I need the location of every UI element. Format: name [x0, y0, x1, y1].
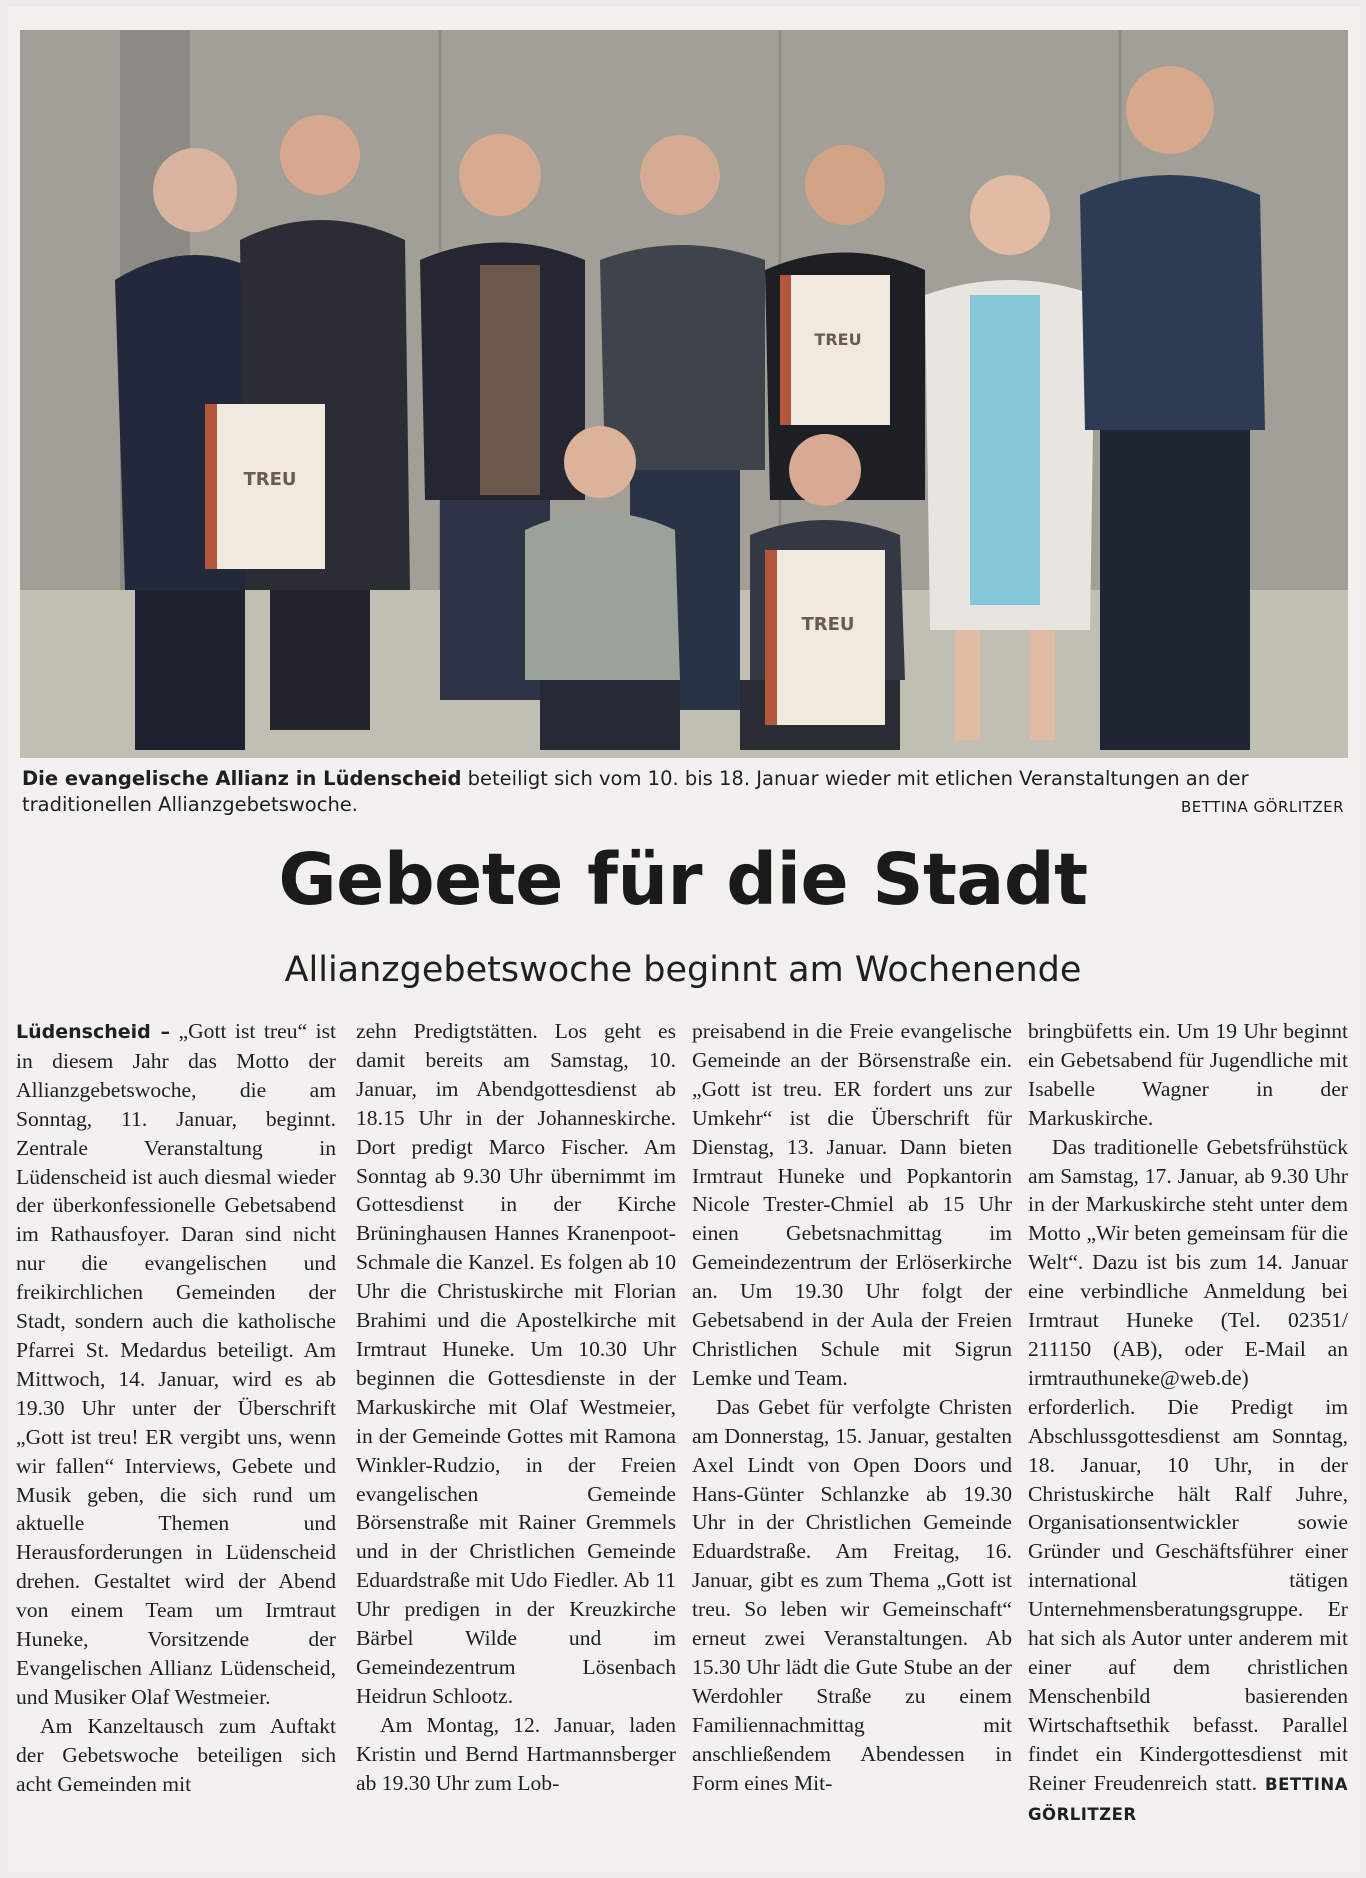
paragraph	[1028, 1133, 1348, 1831]
poster-left	[205, 404, 325, 569]
svg-text:TREU: TREU	[814, 330, 862, 349]
svg-text:TREU: TREU	[243, 469, 297, 490]
poster-center	[765, 550, 885, 725]
author-byline: BETTINA GÖRLITZER	[1028, 1774, 1348, 1825]
paragraph: Das Gebet für verfolgte Christen am Donnerstag, 15. Januar, gestalten Axel Lindt von Open Doors und Hans-Günter Schlanzke ab 19.30 Uhr in der Christlichen Gemeinde Eduardstraße. Am Freitag, 16. Januar, gibt es zum Thema „Gott ist treu. So leben wir Gemeinschaft“ erneut zwei Veranstaltungen. Ab 15.30 Uhr lädt die Gute Stube an der Werdohler Straße zu einem Familiennachmittag mit anschließendem Abendessen in Form eines Mit-	[692, 1394, 1012, 1795]
photo-caption	[22, 766, 1344, 818]
caption-text: beteiligt sich vom 10. bis 18. Januar wieder mit etlichen Veranstaltungen an der traditionellen Allianzgebetswoche.	[22, 767, 1249, 816]
subheadline: Allianzgebetswoche beginnt am Wochenende	[284, 950, 1082, 990]
paragraph-text: Das traditionelle Gebetsfrühstück am Samstag, 17. Januar, ab 9.30 Uhr in der Markuskirche steht unter dem Motto „Wir beten gemeinsam für die Welt“. Dazu ist bis zum 14. Januar eine verbindliche Anmeldung bei Irmtraut Huneke (Tel. 02351/ 211150 (AB), oder E-Mail an irmtrauthuneke@web.de) erforderlich. Die Predigt im Abschlussgottesdienst am Sonntag, 18. Januar, 10 Uhr, in der Christuskirche hält Ralf Juhre, Organisationsentwickler sowie Gründer und Geschäftsführer einer international tätigen Unternehmensberatungsgruppe. Er hat sich als Autor unter anderem mit einer auf dem christlichen Menschenbild basierenden Wirtschaftsethik befasst. Parallel findet ein Kindergottesdienst mit Reiner Freudenreich statt.	[1028, 1134, 1348, 1795]
column-3	[692, 1017, 1012, 1797]
paragraph: Am Kanzeltausch zum Auftakt der Gebetswoche beteiligen sich acht Gemeinden mit	[16, 1713, 336, 1796]
headline: Gebete für die Stadt	[278, 838, 1088, 921]
column-2	[356, 1017, 676, 1797]
paragraph	[16, 1017, 336, 1712]
article-body	[16, 1017, 1352, 1867]
photo-illustration	[20, 30, 1348, 758]
caption-lead: Die evangelische Allianz in Lüdenscheid	[22, 767, 462, 790]
paragraph-text: „Gott ist treu“ ist in diesem Jahr das Motto der Allianzgebetswoche, die am Sonntag, 11. Januar, beginnt. Zentrale Veranstaltung in Lüdenscheid ist auch diesmal wieder der überkonfessionelle Gebetsabend im Rathausfoyer. Daran sind nicht nur die evangelischen und freikirchlichen Gemeinden der Stadt, sondern auch die katholische Pfarrei St. Medardus beteiligt. Am Mittwoch, 14. Januar, wird es ab 19.30 Uhr unter der Überschrift „Gott ist treu! ER vergibt uns, wenn wir fallen“ Interviews, Gebete und Musik geben, die sich rund um aktuelle Themen und Herausforderungen in Lüdenscheid drehen. Gestaltet wird der Abend von einem Team um Irmtraut Huneke, Vorsitzende der Evangelischen Allianz Lüdenscheid, und Musiker Olaf Westmeier.	[16, 1019, 337, 1709]
dateline: Lüdenscheid –	[16, 1021, 170, 1043]
group-photo	[20, 30, 1348, 758]
paragraph: preisabend in die Freie evangelische Gemeinde an der Börsenstraße ein. „Gott ist treu. ER fordert uns zur Umkehr“ ist die Überschrift für Dienstag, 13. Januar. Dann bieten Irmtraut Huneke und Popkantorin Nicole Trester-Chmiel ab 15 Uhr einen Gebetsnachmittag im Gemeindezentrum der Erlöserkirche an. Um 19.30 Uhr folgt der Gebetsabend in der Aula der Freien Christlichen Schule mit Sigrun Lemke und Team.	[692, 1019, 1012, 1390]
svg-text:TREU: TREU	[801, 614, 855, 635]
paragraph: bringbüfetts ein. Um 19 Uhr beginnt ein Gebetsabend für Jugendliche mit Isabelle Wagner in der Markuskirche.	[1028, 1019, 1348, 1130]
paragraph: Am Montag, 12. Januar, laden Kristin und Bernd Hartmannsberger ab 19.30 Uhr zum Lob-	[356, 1712, 676, 1795]
column-4	[1028, 1017, 1348, 1830]
column-1	[16, 1017, 336, 1798]
poster-right	[780, 275, 890, 425]
paragraph: zehn Predigtstätten. Los geht es damit bereits am Samstag, 10. Januar, im Abendgottesdienst ab 18.15 Uhr in der Johanneskirche. Dort predigt Marco Fischer. Am Sonntag ab 9.30 Uhr übernimmt im Gottesdienst in der Kirche Brüninghausen Hannes Kranenpoot-Schmale die Kanzel. Es folgen ab 10 Uhr die Christuskirche mit Florian Brahimi und die Apostelkirche mit Irmtraut Huneke. Um 10.30 Uhr beginnen die Gottesdienste in der Markuskirche mit Olaf Westmeier, in der Gemeinde Gottes mit Ramona Winkler-Rudzio, in der Freien evangelischen Gemeinde Börsenstraße mit Rainer Gremmels und in der Christlichen Gemeinde Eduardstraße mit Udo Fiedler. Ab 11 Uhr predigen in der Kreuzkirche Bärbel Wilde und im Gemeindezentrum Lösenbach Heidrun Schlootz.	[356, 1019, 676, 1708]
caption-credit: BETTINA GÖRLITZER	[1181, 798, 1344, 816]
